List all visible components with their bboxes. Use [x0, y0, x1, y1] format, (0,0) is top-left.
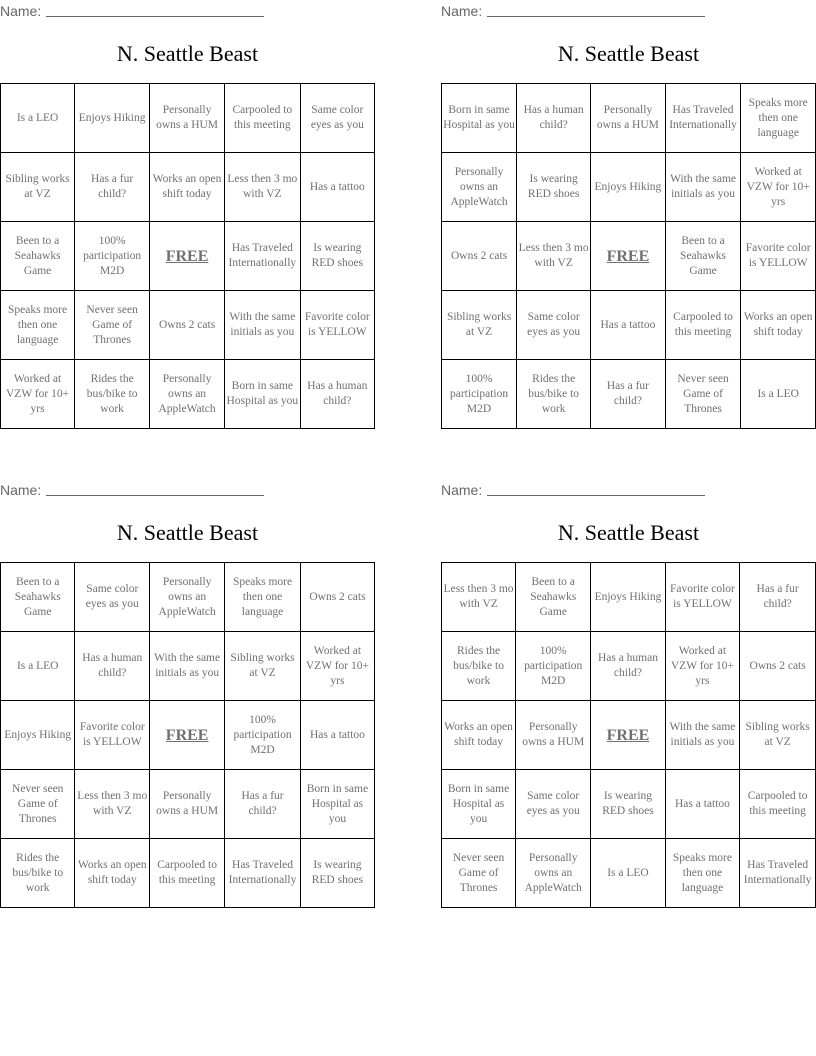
- bingo-cell: Rides the bus/bike to work: [442, 632, 516, 701]
- bingo-cell: Favorite color is YELLOW: [300, 291, 374, 360]
- bingo-cell: Personally owns a HUM: [150, 84, 225, 153]
- bingo-cell: Is a LEO: [1, 84, 75, 153]
- bingo-cell: Favorite color is YELLOW: [741, 222, 816, 291]
- name-blank-line: [46, 16, 264, 17]
- bingo-cell: Enjoys Hiking: [591, 153, 666, 222]
- bingo-cell: Has a human child?: [75, 632, 150, 701]
- bingo-cell: Born in same Hospital as you: [442, 770, 516, 839]
- bingo-cell: Has Traveled Internationally: [225, 839, 301, 908]
- bingo-cell: Has a tattoo: [300, 701, 374, 770]
- bingo-cell: Same color eyes as you: [300, 84, 374, 153]
- free-space-cell: FREE: [150, 222, 225, 291]
- bingo-cell: Speaks more then one language: [741, 84, 816, 153]
- bingo-cell: Worked at VZW for 10+ yrs: [665, 632, 740, 701]
- bingo-cell: Has a tattoo: [591, 291, 666, 360]
- bingo-cell: Sibling works at VZ: [225, 632, 301, 701]
- bingo-cell: Same color eyes as you: [516, 770, 591, 839]
- grid-row: [442, 222, 816, 291]
- bingo-grid: [0, 83, 375, 429]
- card-title: N. Seattle Beast: [557, 520, 700, 545]
- bingo-cell: Never seen Game of Thrones: [75, 291, 150, 360]
- bingo-cell: Works an open shift today: [442, 701, 516, 770]
- bingo-cell: Has a tattoo: [665, 770, 740, 839]
- bingo-cell: Sibling works at VZ: [1, 153, 75, 222]
- bingo-cell: Been to a Seahawks Game: [1, 222, 75, 291]
- bingo-cell: Has a fur child?: [740, 563, 816, 632]
- grid-row: [1, 291, 375, 360]
- bingo-cell: Enjoys Hiking: [591, 563, 665, 632]
- bingo-cell: Personally owns an AppleWatch: [150, 360, 225, 429]
- bingo-cell: Born in same Hospital as you: [442, 84, 517, 153]
- bingo-cell: Less then 3 mo with VZ: [517, 222, 591, 291]
- bingo-cell: Works an open shift today: [150, 153, 225, 222]
- grid-row: [1, 701, 375, 770]
- bingo-cell: Carpooled to this meeting: [740, 770, 816, 839]
- bingo-cell: Is a LEO: [741, 360, 816, 429]
- bingo-cell: Favorite color is YELLOW: [75, 701, 150, 770]
- bingo-cell: Never seen Game of Thrones: [442, 839, 516, 908]
- bingo-cell: With the same initials as you: [150, 632, 225, 701]
- free-space-cell: FREE: [591, 701, 665, 770]
- bingo-cell: Has Traveled Internationally: [225, 222, 301, 291]
- bingo-cell: Is a LEO: [1, 632, 75, 701]
- name-label: Name:: [0, 3, 42, 19]
- grid-row: [442, 770, 816, 839]
- bingo-cell: Carpooled to this meeting: [150, 839, 225, 908]
- name-label: Name:: [0, 482, 42, 498]
- bingo-cell: Speaks more then one language: [225, 563, 301, 632]
- bingo-cell: Owns 2 cats: [442, 222, 517, 291]
- name-blank-line: [487, 495, 705, 496]
- bingo-cell: Less then 3 mo with VZ: [75, 770, 150, 839]
- bingo-cell: Owns 2 cats: [300, 563, 374, 632]
- bingo-grid: [0, 562, 375, 908]
- free-space-cell: FREE: [591, 222, 666, 291]
- grid-row: [1, 360, 375, 429]
- bingo-cell: Has Traveled Internationally: [665, 84, 741, 153]
- grid-row: [1, 222, 375, 291]
- bingo-cell: Sibling works at VZ: [740, 701, 816, 770]
- bingo-cell: Born in same Hospital as you: [225, 360, 301, 429]
- bingo-cell: Personally owns a HUM: [516, 701, 591, 770]
- bingo-cell: Is wearing RED shoes: [517, 153, 591, 222]
- free-space-cell: FREE: [150, 701, 225, 770]
- grid-row: [1, 84, 375, 153]
- bingo-cell: Same color eyes as you: [517, 291, 591, 360]
- bingo-cell: Personally owns a HUM: [591, 84, 666, 153]
- bingo-cell: Never seen Game of Thrones: [1, 770, 75, 839]
- bingo-grid: [441, 83, 816, 429]
- bingo-cell: With the same initials as you: [225, 291, 301, 360]
- grid-row: [442, 839, 816, 908]
- bingo-cell: Carpooled to this meeting: [225, 84, 301, 153]
- bingo-cell: With the same initials as you: [665, 153, 741, 222]
- bingo-cell: Has a human child?: [300, 360, 374, 429]
- bingo-cell: Rides the bus/bike to work: [517, 360, 591, 429]
- bingo-cell: Rides the bus/bike to work: [1, 839, 75, 908]
- bingo-cell: Owns 2 cats: [740, 632, 816, 701]
- bingo-cell: Is wearing RED shoes: [300, 839, 374, 908]
- bingo-cell: Speaks more then one language: [665, 839, 740, 908]
- name-label: Name:: [441, 3, 483, 19]
- grid-row: [442, 291, 816, 360]
- bingo-cell: Been to a Seahawks Game: [1, 563, 75, 632]
- bingo-cell: With the same initials as you: [665, 701, 740, 770]
- bingo-cell: Has a human child?: [591, 632, 665, 701]
- bingo-cell: 100% participation M2D: [75, 222, 150, 291]
- bingo-cell: Speaks more then one language: [1, 291, 75, 360]
- bingo-cell: 100% participation M2D: [516, 632, 591, 701]
- name-blank-line: [487, 16, 705, 17]
- grid-row: [1, 632, 375, 701]
- bingo-cell: Rides the bus/bike to work: [75, 360, 150, 429]
- bingo-cell: Never seen Game of Thrones: [665, 360, 741, 429]
- bingo-cell: Personally owns an AppleWatch: [442, 153, 517, 222]
- bingo-cell: Is a LEO: [591, 839, 665, 908]
- bingo-cell: Born in same Hospital as you: [300, 770, 374, 839]
- bingo-cell: Enjoys Hiking: [75, 84, 150, 153]
- bingo-cell: Been to a Seahawks Game: [516, 563, 591, 632]
- name-label: Name:: [441, 482, 483, 498]
- grid-row: [442, 84, 816, 153]
- card-title: N. Seattle Beast: [116, 520, 259, 545]
- card-title: N. Seattle Beast: [116, 41, 259, 66]
- grid-row: [1, 839, 375, 908]
- bingo-cell: Works an open shift today: [75, 839, 150, 908]
- bingo-cell: Is wearing RED shoes: [300, 222, 374, 291]
- grid-row: [442, 153, 816, 222]
- bingo-cell: Has a fur child?: [75, 153, 150, 222]
- grid-row: [1, 770, 375, 839]
- bingo-cell: Been to a Seahawks Game: [665, 222, 741, 291]
- bingo-cell: Has a fur child?: [591, 360, 666, 429]
- grid-row: [1, 153, 375, 222]
- bingo-cell: Has a fur child?: [225, 770, 301, 839]
- bingo-cell: Enjoys Hiking: [1, 701, 75, 770]
- bingo-cell: Favorite color is YELLOW: [665, 563, 740, 632]
- bingo-cell: Less then 3 mo with VZ: [225, 153, 301, 222]
- bingo-cell: Works an open shift today: [741, 291, 816, 360]
- bingo-cell: Sibling works at VZ: [442, 291, 517, 360]
- grid-row: [442, 701, 816, 770]
- bingo-cell: Carpooled to this meeting: [665, 291, 741, 360]
- bingo-cell: 100% participation M2D: [225, 701, 301, 770]
- grid-row: [442, 632, 816, 701]
- card-title: N. Seattle Beast: [557, 41, 700, 66]
- bingo-cell: Has a human child?: [517, 84, 591, 153]
- grid-row: [1, 563, 375, 632]
- grid-row: [442, 563, 816, 632]
- name-blank-line: [46, 495, 264, 496]
- bingo-cell: Worked at VZW for 10+ yrs: [1, 360, 75, 429]
- bingo-grid: [441, 562, 816, 908]
- bingo-cell: Worked at VZW for 10+ yrs: [741, 153, 816, 222]
- bingo-cell: Less then 3 mo with VZ: [442, 563, 516, 632]
- bingo-cell: Personally owns an AppleWatch: [516, 839, 591, 908]
- bingo-cell: Personally owns a HUM: [150, 770, 225, 839]
- bingo-cell: 100% participation M2D: [442, 360, 517, 429]
- bingo-cell: Is wearing RED shoes: [591, 770, 665, 839]
- bingo-cell: Worked at VZW for 10+ yrs: [300, 632, 374, 701]
- bingo-cell: Has Traveled Internationally: [740, 839, 816, 908]
- bingo-cell: Has a tattoo: [300, 153, 374, 222]
- bingo-cell: Same color eyes as you: [75, 563, 150, 632]
- bingo-cell: Personally owns an AppleWatch: [150, 563, 225, 632]
- grid-row: [442, 360, 816, 429]
- bingo-cell: Owns 2 cats: [150, 291, 225, 360]
